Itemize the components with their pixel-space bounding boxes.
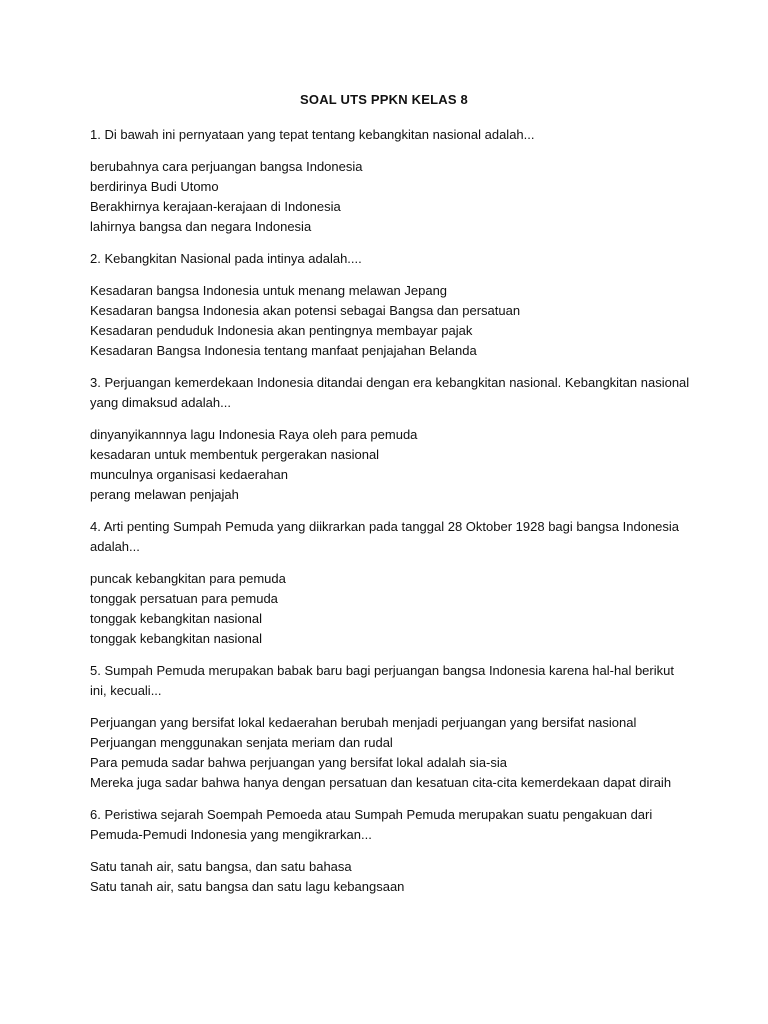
question-2: 2. Kebangkitan Nasional pada intinya adalah.... bbox=[90, 251, 362, 266]
option: Kesadaran Bangsa Indonesia tentang manfaat penjajahan Belanda bbox=[90, 343, 477, 358]
option: tonggak persatuan para pemuda bbox=[90, 591, 278, 606]
option: berubahnya cara perjuangan bangsa Indonesia bbox=[90, 159, 363, 174]
option: puncak kebangkitan para pemuda bbox=[90, 571, 286, 586]
question-6: 6. Peristiwa sejarah Soempah Pemoeda atau Sumpah Pemuda merupakan suatu pengakuan dari Pemuda-Pemudi Indonesia yang mengikrarkan... bbox=[90, 807, 653, 842]
option: berdirinya Budi Utomo bbox=[90, 179, 219, 194]
question-5-options bbox=[90, 713, 690, 793]
option: dinyanyikannnya lagu Indonesia Raya oleh para pemuda bbox=[90, 427, 418, 442]
option: Perjuangan menggunakan senjata meriam dan rudal bbox=[90, 735, 393, 750]
option: Mereka juga sadar bahwa hanya dengan persatuan dan kesatuan cita-cita kemerdekaan dapat diraih bbox=[90, 775, 672, 790]
option: Perjuangan yang bersifat lokal kedaerahan berubah menjadi perjuangan yang bersifat nasional bbox=[90, 715, 637, 730]
option: Para pemuda sadar bahwa perjuangan yang bersifat lokal adalah sia-sia bbox=[90, 755, 507, 770]
document-title: SOAL UTS PPKN KELAS 8 bbox=[300, 92, 468, 107]
option: perang melawan penjajah bbox=[90, 487, 239, 502]
question-3: 3. Perjuangan kemerdekaan Indonesia ditandai dengan era kebangkitan nasional. Kebangkitan nasional yang dimaksud adalah... bbox=[90, 375, 690, 410]
question-1-options bbox=[90, 157, 690, 237]
question-4: 4. Arti penting Sumpah Pemuda yang diikrarkan pada tanggal 28 Oktober 1928 bagi bangsa Indonesia adalah... bbox=[90, 519, 680, 554]
question-6-options bbox=[90, 857, 690, 897]
option: Kesadaran penduduk Indonesia akan pentingnya membayar pajak bbox=[90, 323, 473, 338]
option: lahirnya bangsa dan negara Indonesia bbox=[90, 219, 312, 234]
question-2-options bbox=[90, 281, 690, 361]
question-5: 5. Sumpah Pemuda merupakan babak baru bagi perjuangan bangsa Indonesia karena hal-hal berikut ini, kecuali... bbox=[90, 663, 674, 698]
option: Kesadaran bangsa Indonesia untuk menang melawan Jepang bbox=[90, 283, 448, 298]
question-1: 1. Di bawah ini pernyataan yang tepat tentang kebangkitan nasional adalah... bbox=[90, 127, 535, 142]
document-content bbox=[90, 125, 690, 909]
option: tonggak kebangkitan nasional bbox=[90, 611, 263, 626]
option: tonggak kebangkitan nasional bbox=[90, 631, 263, 646]
option: munculnya organisasi kedaerahan bbox=[90, 467, 289, 482]
question-4-options bbox=[90, 569, 690, 649]
option: Berakhirnya kerajaan-kerajaan di Indonesia bbox=[90, 199, 341, 214]
question-3-options bbox=[90, 425, 690, 505]
option: Satu tanah air, satu bangsa, dan satu bahasa bbox=[90, 859, 352, 874]
option: kesadaran untuk membentuk pergerakan nasional bbox=[90, 447, 380, 462]
option: Kesadaran bangsa Indonesia akan potensi sebagai Bangsa dan persatuan bbox=[90, 303, 521, 318]
option: Satu tanah air, satu bangsa dan satu lagu kebangsaan bbox=[90, 879, 405, 894]
